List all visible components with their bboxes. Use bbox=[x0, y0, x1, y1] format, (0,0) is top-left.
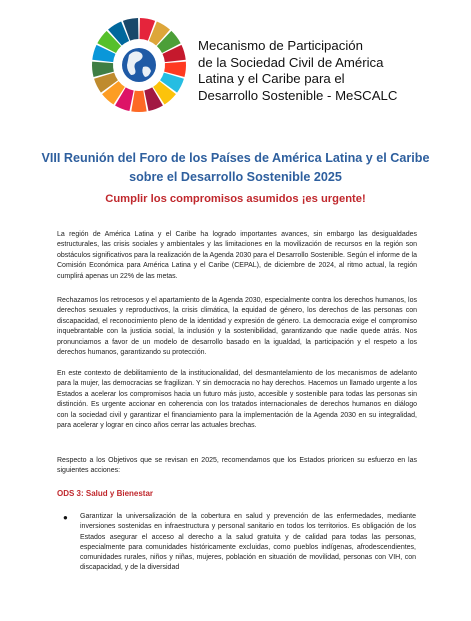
org-name-line-1: Mecanismo de Participación bbox=[198, 38, 363, 53]
org-name-line-4: Desarrollo Sostenible - MeSCALC bbox=[198, 87, 398, 103]
paragraph-intro: La región de América Latina y el Caribe ha logrado importantes avances, sin embargo las desigualdades estructurales, las crisis sociales y ambientales y las limitaciones en la movilización de recursos en la región son obstáculos significativos para la realización de la Agenda 2030 para el Desarrollo Sostenible. Según el informe de la Comisión Económica para América Latina y el Caribe (CEPAL), de diciembre de 2024, al ritmo actual, la región cumplirá apenas un 22% de las metas. bbox=[57, 231, 417, 280]
bullet-icon: ● bbox=[63, 513, 68, 522]
org-name-line-2: de la Sociedad Civil de América bbox=[198, 54, 384, 70]
document-subtitle: Cumplir los compromisos asumidos ¡es urgente! bbox=[105, 193, 366, 205]
paragraph-rejection: Rechazamos los retrocesos y el apartamiento de la Agenda 2030, especialmente contra los derechos humanos, los derechos sexuales y reproductivos, la crisis climática, la equidad de género, los derechos de las personas con discapacidad, el reconocimiento pleno de la identidad y expresión de género. La democracia exige el compromiso inquebrantable con la justicia social, la inclusión y la sostenibilidad, garantizando que nadie quede atrás. Nos pronunciamos a favor de un modelo de desarrollo basado en la igualdad, la participación y el respeto a los derechos humanos, garantizando su protección. bbox=[57, 297, 417, 357]
logo-wheel-segment bbox=[131, 91, 146, 112]
document-title: VIII Reunión del Foro de los Países de América Latina y el Caribe sobre el Desarrollo Sostenible 2025 bbox=[41, 151, 430, 184]
ods3-list-item: Garantizar la universalización de la cobertura en salud y prevención de las enfermedades, mediante inversiones sostenidas en infraestructura y personal sanitario en todos los territorios. Es obligación de los Estados asegurar el acceso al derecho a la salud gratuita y de calidad para todas las personas, especialmente para comunidades históricamente excluidas, como pueblos indígenas, afrodescendientes, comunidades rurales, niños y niñas, mujeres, población en situación de movilidad, personas con VIH, con discapacidad, y de la diversidad bbox=[80, 513, 416, 572]
ods3-heading: ODS 3: Salud y Bienestar bbox=[57, 489, 154, 498]
paragraph-objectives: Respecto a los Objetivos que se revisan en 2025, recomendamos que los Estados prioricen su esfuerzo en las siguientes acciones: bbox=[57, 457, 417, 475]
paragraph-context: En este contexto de debilitamiento de la institucionalidad, del desmantelamiento de los mecanismos de adelanto para la mujer, las democracias se fragilizan. Y sin democracia no hay derechos. Hacemos un llamado urgente a los Estados a acelerar los compromisos hacia un futuro más justo, accesible y sostenible para todas las personas sin distinción. Es urgente accionar en coherencia con los tratados internacionales de derechos humanos en diálogo con la sociedad civil y garantizar el financiamiento para la implementación de la Agenda 2030 en su integralidad, para acelerar y lograr en cinco años cerrar las actuales brechas. bbox=[57, 370, 417, 430]
globe-icon bbox=[122, 48, 156, 82]
org-name-line-3: Latina y el Caribe para el bbox=[198, 71, 345, 87]
sdg-wheel-logo bbox=[89, 15, 189, 115]
organization-name bbox=[198, 38, 397, 104]
